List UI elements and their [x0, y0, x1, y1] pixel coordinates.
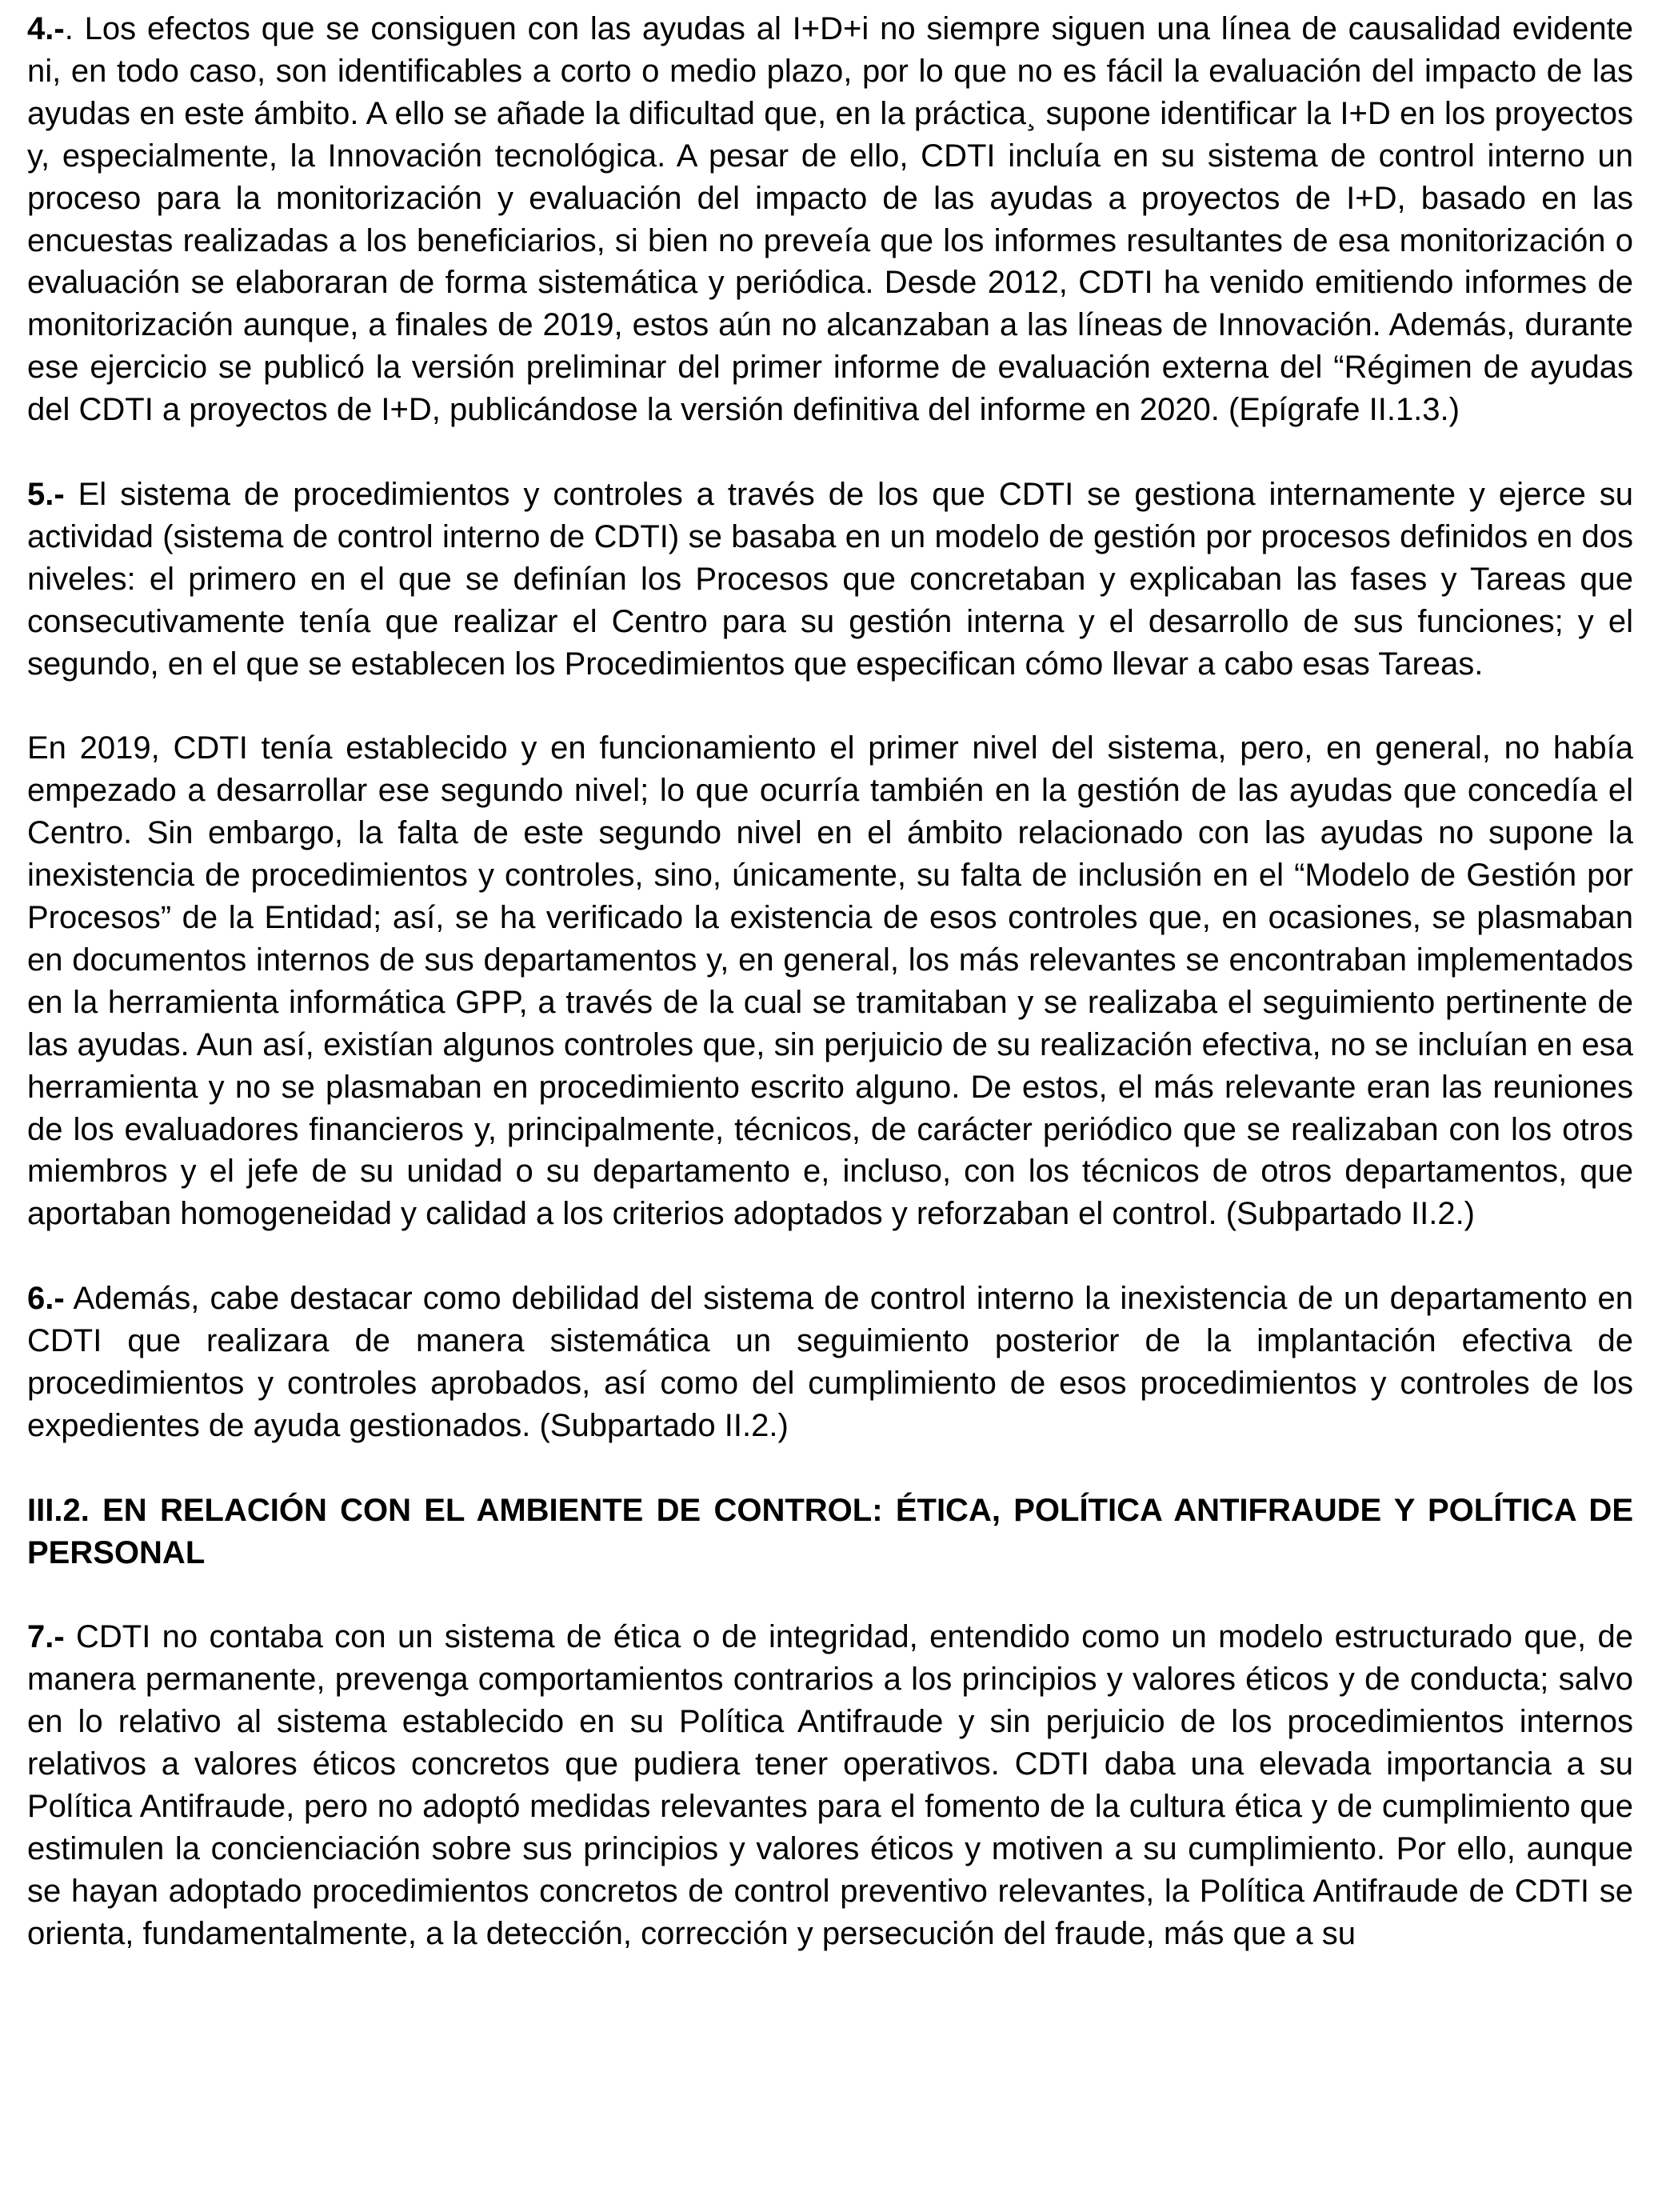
- paragraph-7: [27, 1616, 1633, 1954]
- paragraph-text: CDTI no contaba con un sistema de ética o de integridad, entendido como un modelo estructurado que, de manera permanente, prevenga comportamientos contrarios a los principios y valores éticos y de conducta; salvo en lo relativo al sistema establecido en su Política Antifraude y sin perjuicio de los procedimientos internos relativos a valores éticos concretos que pudiera tener operativos. CDTI daba una elevada importancia a su Política Antifraude, pero no adoptó medidas relevantes para el fomento de la cultura ética y de cumplimiento que estimulen la concienciación sobre sus principios y valores éticos y motiven a su cumplimiento. Por ello, aunque se hayan adoptado procedimientos concretos de control preventivo relevantes, la Política Antifraude de CDTI se orienta, fundamentalmente, a la detección, corrección y persecución del fraude, más que a su: [27, 1619, 1633, 1951]
- paragraph-6: [27, 1278, 1633, 1447]
- paragraph-number: 5.-: [27, 476, 65, 512]
- paragraph-4: [27, 8, 1633, 431]
- section-heading: III.2. EN RELACIÓN CON EL AMBIENTE DE CONTROL: ÉTICA, POLÍTICA ANTIFRAUDE Y POLÍTICA DE PERSONAL: [27, 1492, 1633, 1570]
- paragraph-number: 7.-: [27, 1619, 65, 1655]
- paragraph-5-continued: [27, 727, 1633, 1235]
- paragraph-number: 4.-: [27, 11, 65, 46]
- paragraph-5: [27, 474, 1633, 686]
- paragraph-text: El sistema de procedimientos y controles a través de los que CDTI se gestiona internamente y ejerce su actividad (sistema de control interno de CDTI) se basaba en un modelo de gestión por procesos definidos en dos niveles: el primero en el que se definían los Procesos que concretaban y explicaban las fases y Tareas que consecutivamente tenía que realizar el Centro para su gestión interna y el desarrollo de sus funciones; y el segundo, en el que se establecen los Procedimientos que especifican cómo llevar a cabo esas Tareas.: [27, 476, 1633, 682]
- paragraph-text: Además, cabe destacar como debilidad del sistema de control interno la inexistencia de un departamento en CDTI que realizara de manera sistemática un seguimiento posterior de la implantación efectiva de procedimientos y controles aprobados, así como del cumplimiento de esos procedimientos y controles de los expedientes de ayuda gestionados. (Subpartado II.2.): [27, 1281, 1633, 1443]
- paragraph-text: En 2019, CDTI tenía establecido y en funcionamiento el primer nivel del sistema, pero, en general, no había empezado a desarrollar ese segundo nivel; lo que ocurría también en la gestión de las ayudas que concedía el Centro. Sin embargo, la falta de este segundo nivel en el ámbito relacionado con las ayudas no supone la inexistencia de procedimientos y controles, sino, únicamente, su falta de inclusión en el “Modelo de Gestión por Procesos” de la Entidad; así, se ha verificado la existencia de esos controles que, en ocasiones, se plasmaban en documentos internos de sus departamentos y, en general, los más relevantes se encontraban implementados en la herramienta informática GPP, a través de la cual se tramitaban y se realizaba el seguimiento pertinente de las ayudas. Aun así, existían algunos controles que, sin perjuicio de su realización efectiva, no se incluían en esa herramienta y no se plasmaban en procedimiento escrito alguno. De estos, el más relevante eran las reuniones de los evaluadores financieros y, principalmente, técnicos, de carácter periódico que se realizaban con los otros miembros y el jefe de su unidad o su departamento e, incluso, con los técnicos de otros departamentos, que aportaban homogeneidad y calidad a los criterios adoptados y reforzaban el control. (Subpartado II.2.): [27, 730, 1633, 1232]
- document-page: [27, 0, 1633, 1998]
- paragraph-number: 6.-: [27, 1281, 65, 1317]
- paragraph-text: . Los efectos que se consiguen con las ayudas al I+D+i no siempre siguen una línea de causalidad evidente ni, en todo caso, son identificables a corto o medio plazo, por lo que no es fácil la evaluación del impacto de las ayudas en este ámbito. A ello se añade la dificultad que, en la práctica¸ supone identificar la I+D en los proyectos y, especialmente, la Innovación tecnológica. A pesar de ello, CDTI incluía en su sistema de control interno un proceso para la monitorización y evaluación del impacto de las ayudas a proyectos de I+D, basado en las encuestas realizadas a los beneficiarios, si bien no preveía que los informes resultantes de esa monitorización o evaluación se elaboraran de forma sistemática y periódica. Desde 2012, CDTI ha venido emitiendo informes de monitorización aunque, a finales de 2019, estos aún no alcanzaban a las líneas de Innovación. Además, durante ese ejercicio se publicó la versión preliminar del primer informe de evaluación externa del “Régimen de ayudas del CDTI a proyectos de I+D, publicándose la versión definitiva del informe en 2020. (Epígrafe II.1.3.): [27, 11, 1633, 428]
